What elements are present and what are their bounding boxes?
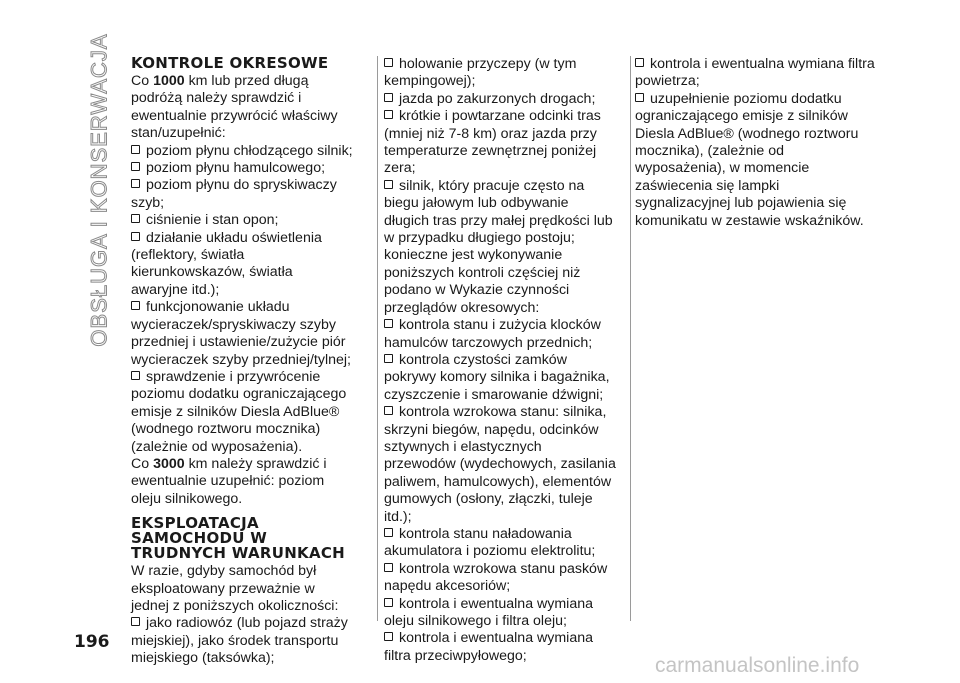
list-item: krótkie i powtarzane odcinki tras (mniej niż 7-8 km) oraz jazda przy temperaturze zewnętrznej poniżej zera; <box>384 108 601 177</box>
checkbox-bullet-icon <box>384 598 393 607</box>
column-divider <box>377 56 378 621</box>
chapter-sidebar <box>80 33 120 347</box>
mileage-value: 1000 <box>153 73 185 89</box>
checkbox-bullet-icon <box>131 301 140 310</box>
checkbox-bullet-icon <box>384 180 393 189</box>
paragraph: Co 3000 km należy sprawdzić i ewentualnie uzupełnić: poziom oleju silnikowego. <box>131 455 327 507</box>
checkbox-bullet-icon <box>384 110 393 119</box>
checkbox-bullet-icon <box>635 93 644 102</box>
checkbox-bullet-icon <box>131 162 140 171</box>
list-item: silnik, który pracuje często na biegu jałowym lub odbywanie długich tras przy małej prędkości lub w przypadku długiego postoju; <box>384 177 613 247</box>
checkbox-bullet-icon <box>384 93 393 102</box>
list-item: kontrola i ewentualna wymiana oleju silnikowego i filtra oleju; <box>384 595 594 629</box>
checkbox-bullet-icon <box>384 319 393 328</box>
column-divider <box>630 56 631 621</box>
checkbox-bullet-icon <box>384 406 393 415</box>
section-heading: EKSPLOATACJA SAMOCHODU W TRUDNYCH WARUNKACH <box>131 514 346 563</box>
list-item: poziom płynu chłodzącego silnik; <box>131 143 353 160</box>
checkbox-bullet-icon <box>131 232 140 241</box>
check-list <box>131 143 353 456</box>
list-item: kontrola wzrokowa stanu pasków napędu akcesoriów; <box>384 560 608 595</box>
mileage-value: 3000 <box>153 455 185 472</box>
list-item: jazda po zakurzonych drogach; <box>384 91 616 108</box>
checkbox-bullet-icon <box>131 179 140 188</box>
chapter-title: OBSŁUGA I KONSERWACJA <box>87 33 112 347</box>
list-item: kontrola czystości zamków pokrywy komory silnika i bagażnika, czyszczenie i smarowanie dźwigni; <box>384 351 610 403</box>
list-item: kontrola i ewentualna wymiana filtra przeciwpyłowego; <box>384 630 594 664</box>
checkbox-bullet-icon <box>384 563 393 572</box>
list-item: funkcjonowanie układu wycieraczek/spryskiwaczy szyby przedniej i ustawienie/zużycie piór wycieraczek szyby przedniej/tylnej; <box>131 299 351 368</box>
list-item: ciśnienie i stan opon; <box>131 212 353 229</box>
checkbox-bullet-icon <box>635 58 644 67</box>
list-item: holowanie przyczepy (w tym kempingowej); <box>384 56 577 90</box>
checkbox-bullet-icon <box>131 214 140 223</box>
list-item: sprawdzenie i przywrócenie poziomu dodatku ograniczającego emisje z silników Diesla AdBlue® (wodnego roztworu mocznika) (zależnie od wyposażenia). <box>131 368 347 455</box>
list-item: uzupełnienie poziomu dodatku ograniczającego emisje z silników Diesla AdBlue® (wodnego roztworu mocznika), (zależnie od wyposażenia), w momencie zaświecenia się lampki sygnalizacyjnej lub pojawienia się komunikatu w zestawie wskaźników. <box>635 90 864 229</box>
paragraph: konieczne jest wykonywanie poniższych kontroli częściej niż podano w Wykazie czynności przeglądów okresowych: <box>384 247 581 316</box>
list-item: działanie układu oświetlenia (reflektory, światła kierunkowskazów, światła awaryjne itd.); <box>131 229 322 298</box>
list-item: kontrola stanu naładowania akumulatora i poziomu elektrolitu; <box>384 525 596 560</box>
checkbox-bullet-icon <box>131 371 140 380</box>
page-number: 196 <box>74 632 110 652</box>
list-item: poziom płynu do spryskiwaczy szyb; <box>131 177 337 211</box>
checkbox-bullet-icon <box>131 617 140 626</box>
list-item: jako radiowóz (lub pojazd straży miejskiej), jako środek transportu miejskiego (taksówka); <box>131 615 348 667</box>
paragraph: W razie, gdyby samochód był eksploatowany przeważnie w jednej z poniższych okoliczności: <box>131 563 339 614</box>
column-3 <box>635 56 875 230</box>
section-heading: KONTROLE OKRESOWE <box>131 54 329 72</box>
paragraph: Co 1000 km lub przed długą podróżą należy sprawdzić i ewentualnie przywrócić właściwy stan/uzupełnić: <box>131 73 338 142</box>
checkbox-bullet-icon <box>384 632 393 641</box>
list-item: kontrola i ewentualna wymiana filtra powietrza; <box>635 56 875 90</box>
checkbox-bullet-icon <box>384 58 393 67</box>
list-item: poziom płynu hamulcowego; <box>131 160 353 177</box>
checkbox-bullet-icon <box>384 354 393 363</box>
column-2 <box>384 56 616 665</box>
section-2 <box>131 516 353 667</box>
column-1 <box>131 56 353 668</box>
checkbox-bullet-icon <box>384 528 393 537</box>
watermark: carmanualsonline.info <box>655 654 860 677</box>
checkbox-bullet-icon <box>131 145 140 154</box>
list-item: kontrola wzrokowa stanu: silnika, skrzyni biegów, napędu, odcinków sztywnych i elastycznych przewodów (wydechowych, zasilania paliwem, hamulcowych), elementów gumowych (osłony, złączki, tuleje itd.); <box>384 404 616 525</box>
list-item: kontrola stanu i zużycia klocków hamulców tarczowych przednich; <box>384 317 601 351</box>
